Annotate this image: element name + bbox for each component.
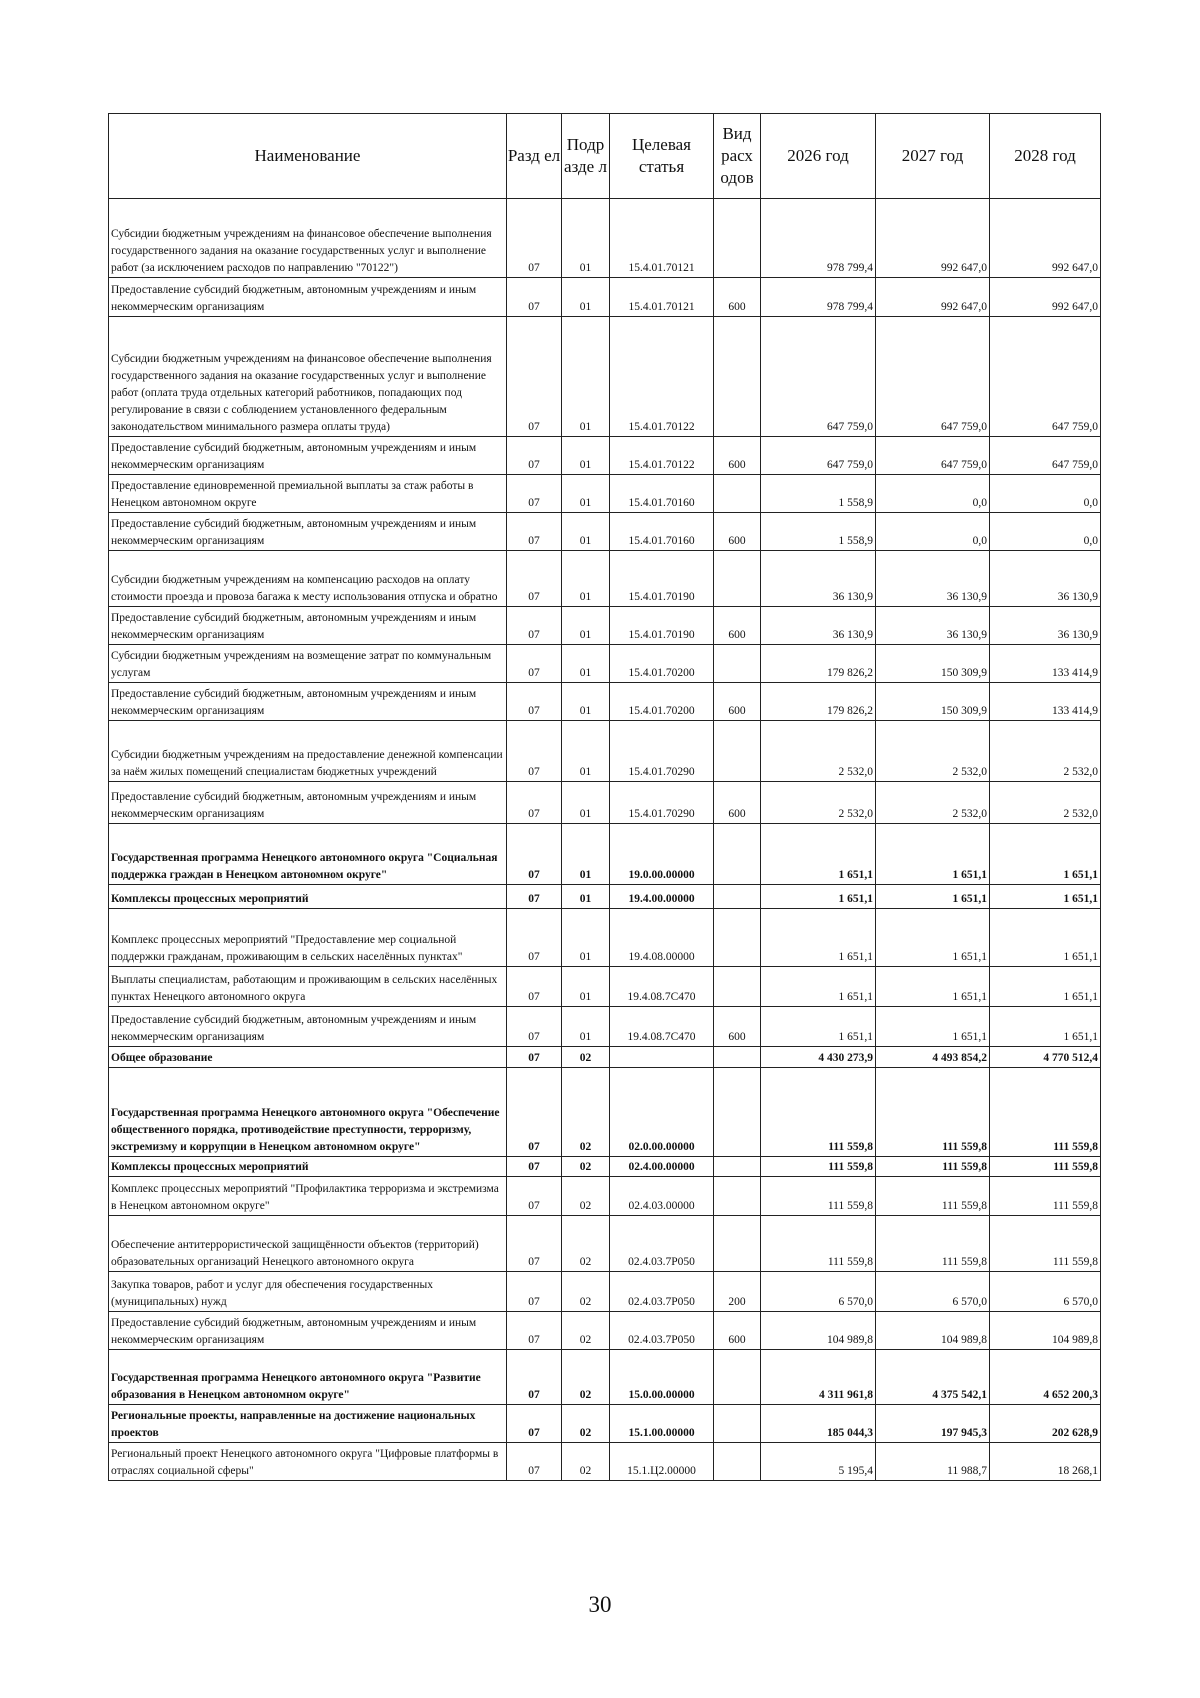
cell-2027: 4 375 542,1	[876, 1350, 990, 1405]
cell-2026: 4 430 273,9	[761, 1047, 876, 1068]
cell-2027: 647 759,0	[876, 437, 990, 475]
table-row	[109, 278, 1101, 317]
table-row	[109, 1443, 1101, 1481]
cell-subsection: 01	[562, 199, 610, 278]
cell-target: 15.4.01.70290	[610, 782, 714, 824]
cell-target: 19.4.08.7С470	[610, 1007, 714, 1047]
cell-subsection: 01	[562, 475, 610, 513]
cell-2027: 1 651,1	[876, 824, 990, 885]
cell-target: 15.4.01.70200	[610, 645, 714, 683]
cell-target: 15.4.01.70190	[610, 551, 714, 607]
cell-subsection: 02	[562, 1068, 610, 1157]
cell-2028: 4 652 200,3	[990, 1350, 1101, 1405]
cell-kind: 600	[714, 683, 761, 721]
cell-section: 07	[507, 1350, 562, 1405]
cell-section: 07	[507, 1443, 562, 1481]
cell-target: 02.4.03.00000	[610, 1177, 714, 1216]
cell-kind	[714, 475, 761, 513]
cell-2028: 36 130,9	[990, 607, 1101, 645]
cell-2027: 647 759,0	[876, 317, 990, 437]
table-body	[109, 199, 1101, 1481]
cell-2027: 11 988,7	[876, 1443, 990, 1481]
cell-target: 15.0.00.00000	[610, 1350, 714, 1405]
cell-target: 19.4.08.00000	[610, 909, 714, 967]
table-header-row	[109, 114, 1101, 199]
cell-kind: 600	[714, 1007, 761, 1047]
header-section: Разд ел	[507, 114, 562, 199]
table-row	[109, 607, 1101, 645]
table-row	[109, 551, 1101, 607]
cell-section: 07	[507, 1405, 562, 1443]
cell-2026: 111 559,8	[761, 1177, 876, 1216]
cell-kind: 600	[714, 513, 761, 551]
table-row	[109, 1350, 1101, 1405]
cell-2027: 1 651,1	[876, 1007, 990, 1047]
cell-2026: 1 651,1	[761, 1007, 876, 1047]
cell-2028: 0,0	[990, 475, 1101, 513]
table-row	[109, 721, 1101, 782]
table-row	[109, 437, 1101, 475]
cell-subsection: 02	[562, 1047, 610, 1068]
cell-name: Выплаты специалистам, работающим и проживающим в сельских населённых пунктах Ненецкого автономного округа	[109, 967, 507, 1007]
budget-table	[108, 113, 1101, 1481]
cell-kind	[714, 551, 761, 607]
cell-2028: 992 647,0	[990, 278, 1101, 317]
budget-sheet	[108, 113, 1100, 1481]
cell-section: 07	[507, 1216, 562, 1272]
cell-target: 15.4.01.70121	[610, 278, 714, 317]
cell-name: Комплекс процессных мероприятий "Предоставление мер социальной поддержки гражданам, проживающим в сельских населённых пунктах"	[109, 909, 507, 967]
cell-kind: 600	[714, 1312, 761, 1350]
cell-2026: 1 651,1	[761, 824, 876, 885]
cell-target: 15.4.01.70200	[610, 683, 714, 721]
cell-target: 15.4.01.70160	[610, 513, 714, 551]
cell-subsection: 01	[562, 513, 610, 551]
cell-2026: 1 558,9	[761, 475, 876, 513]
cell-2027: 197 945,3	[876, 1405, 990, 1443]
header-subsection: Подр азде л	[562, 114, 610, 199]
cell-2027: 36 130,9	[876, 551, 990, 607]
cell-subsection: 02	[562, 1177, 610, 1216]
cell-name: Предоставление субсидий бюджетным, автономным учреждениям и иным некоммерческим организациям	[109, 1007, 507, 1047]
cell-section: 07	[507, 317, 562, 437]
cell-target: 15.4.01.70160	[610, 475, 714, 513]
cell-name: Предоставление субсидий бюджетным, автономным учреждениям и иным некоммерческим организациям	[109, 437, 507, 475]
cell-2026: 6 570,0	[761, 1272, 876, 1312]
table-row	[109, 1272, 1101, 1312]
cell-2028: 1 651,1	[990, 824, 1101, 885]
table-row	[109, 317, 1101, 437]
cell-section: 07	[507, 551, 562, 607]
page-number: 30	[588, 1592, 612, 1617]
cell-target: 15.4.01.70290	[610, 721, 714, 782]
cell-subsection: 02	[562, 1350, 610, 1405]
cell-subsection: 01	[562, 824, 610, 885]
cell-2026: 2 532,0	[761, 721, 876, 782]
cell-section: 07	[507, 278, 562, 317]
cell-2027: 1 651,1	[876, 967, 990, 1007]
cell-2027: 2 532,0	[876, 782, 990, 824]
table-row	[109, 885, 1101, 909]
cell-2027: 104 989,8	[876, 1312, 990, 1350]
cell-section: 07	[507, 885, 562, 909]
cell-subsection: 02	[562, 1157, 610, 1177]
cell-target: 15.1.00.00000	[610, 1405, 714, 1443]
cell-section: 07	[507, 721, 562, 782]
cell-2026: 185 044,3	[761, 1405, 876, 1443]
table-row	[109, 1177, 1101, 1216]
cell-section: 07	[507, 824, 562, 885]
cell-kind	[714, 967, 761, 1007]
cell-name: Закупка товаров, работ и услуг для обеспечения государственных (муниципальных) нужд	[109, 1272, 507, 1312]
table-row	[109, 475, 1101, 513]
cell-target: 02.4.03.7Р050	[610, 1312, 714, 1350]
cell-kind	[714, 1177, 761, 1216]
table-row	[109, 782, 1101, 824]
cell-kind	[714, 645, 761, 683]
cell-name: Общее образование	[109, 1047, 507, 1068]
cell-subsection: 02	[562, 1405, 610, 1443]
cell-subsection: 01	[562, 317, 610, 437]
cell-2028: 0,0	[990, 513, 1101, 551]
table-row	[109, 645, 1101, 683]
cell-kind	[714, 1068, 761, 1157]
header-2026: 2026 год	[761, 114, 876, 199]
cell-name: Предоставление субсидий бюджетным, автономным учреждениям и иным некоммерческим организациям	[109, 607, 507, 645]
cell-2027: 150 309,9	[876, 645, 990, 683]
cell-target: 19.4.00.00000	[610, 885, 714, 909]
cell-2027: 111 559,8	[876, 1177, 990, 1216]
cell-section: 07	[507, 683, 562, 721]
cell-section: 07	[507, 782, 562, 824]
cell-subsection: 02	[562, 1443, 610, 1481]
cell-kind	[714, 1216, 761, 1272]
cell-section: 07	[507, 475, 562, 513]
cell-target	[610, 1047, 714, 1068]
cell-name: Комплексы процессных мероприятий	[109, 885, 507, 909]
cell-2028: 36 130,9	[990, 551, 1101, 607]
cell-2027: 1 651,1	[876, 909, 990, 967]
cell-kind: 600	[714, 607, 761, 645]
cell-section: 07	[507, 437, 562, 475]
cell-2028: 133 414,9	[990, 683, 1101, 721]
cell-2027: 0,0	[876, 475, 990, 513]
cell-subsection: 01	[562, 909, 610, 967]
cell-name: Субсидии бюджетным учреждениям на предоставление денежной компенсации за наём жилых помещений специалистам бюджетных учреждений	[109, 721, 507, 782]
cell-name: Субсидии бюджетным учреждениям на финансовое обеспечение выполнения государственного задания на оказание государственных услуг и выполнение работ (за исключением расходов по направлению "70122")	[109, 199, 507, 278]
cell-kind	[714, 317, 761, 437]
cell-kind	[714, 909, 761, 967]
cell-2027: 150 309,9	[876, 683, 990, 721]
cell-2026: 111 559,8	[761, 1068, 876, 1157]
cell-section: 07	[507, 199, 562, 278]
cell-2027: 992 647,0	[876, 278, 990, 317]
cell-section: 07	[507, 967, 562, 1007]
table-row	[109, 967, 1101, 1007]
cell-section: 07	[507, 1068, 562, 1157]
cell-target: 02.4.03.7Р050	[610, 1272, 714, 1312]
cell-2028: 1 651,1	[990, 1007, 1101, 1047]
cell-section: 07	[507, 607, 562, 645]
cell-kind	[714, 1047, 761, 1068]
cell-subsection: 01	[562, 782, 610, 824]
cell-name: Государственная программа Ненецкого автономного округа "Развитие образования в Ненецком автономном округе"	[109, 1350, 507, 1405]
cell-2027: 0,0	[876, 513, 990, 551]
cell-section: 07	[507, 909, 562, 967]
header-2027: 2027 год	[876, 114, 990, 199]
cell-kind	[714, 721, 761, 782]
cell-2027: 36 130,9	[876, 607, 990, 645]
cell-2027: 111 559,8	[876, 1216, 990, 1272]
cell-kind: 200	[714, 1272, 761, 1312]
cell-2026: 978 799,4	[761, 199, 876, 278]
cell-2028: 6 570,0	[990, 1272, 1101, 1312]
cell-subsection: 01	[562, 1007, 610, 1047]
cell-subsection: 01	[562, 683, 610, 721]
cell-name: Предоставление субсидий бюджетным, автономным учреждениям и иным некоммерческим организациям	[109, 513, 507, 551]
table-row	[109, 1216, 1101, 1272]
cell-name: Субсидии бюджетным учреждениям на компенсацию расходов на оплату стоимости проезда и провоза багажа к месту использования отпуска и обратно	[109, 551, 507, 607]
cell-subsection: 01	[562, 607, 610, 645]
cell-subsection: 02	[562, 1216, 610, 1272]
table-row	[109, 1157, 1101, 1177]
cell-2028: 111 559,8	[990, 1216, 1101, 1272]
cell-kind: 600	[714, 437, 761, 475]
cell-name: Обеспечение антитеррористической защищённости объектов (территорий) образовательных организаций Ненецкого автономного округа	[109, 1216, 507, 1272]
cell-2026: 5 195,4	[761, 1443, 876, 1481]
cell-section: 07	[507, 1177, 562, 1216]
cell-2028: 647 759,0	[990, 317, 1101, 437]
cell-kind	[714, 1350, 761, 1405]
cell-kind: 600	[714, 278, 761, 317]
cell-section: 07	[507, 513, 562, 551]
cell-2026: 2 532,0	[761, 782, 876, 824]
cell-subsection: 01	[562, 437, 610, 475]
cell-target: 02.4.03.7Р050	[610, 1216, 714, 1272]
cell-name: Комплексы процессных мероприятий	[109, 1157, 507, 1177]
cell-2026: 179 826,2	[761, 683, 876, 721]
cell-2026: 4 311 961,8	[761, 1350, 876, 1405]
cell-2027: 2 532,0	[876, 721, 990, 782]
cell-2027: 6 570,0	[876, 1272, 990, 1312]
cell-name: Комплекс процессных мероприятий "Профилактика терроризма и экстремизма в Ненецком автономном округе"	[109, 1177, 507, 1216]
cell-target: 15.4.01.70122	[610, 437, 714, 475]
cell-2027: 992 647,0	[876, 199, 990, 278]
cell-target: 15.4.01.70121	[610, 199, 714, 278]
cell-2026: 179 826,2	[761, 645, 876, 683]
cell-2026: 1 651,1	[761, 967, 876, 1007]
cell-2027: 1 651,1	[876, 885, 990, 909]
cell-name: Предоставление субсидий бюджетным, автономным учреждениям и иным некоммерческим организациям	[109, 782, 507, 824]
cell-subsection: 01	[562, 721, 610, 782]
table-row	[109, 1312, 1101, 1350]
table-row	[109, 1047, 1101, 1068]
cell-2026: 36 130,9	[761, 551, 876, 607]
header-target: Целевая статья	[610, 114, 714, 199]
cell-2027: 111 559,8	[876, 1068, 990, 1157]
cell-name: Государственная программа Ненецкого автономного округа "Социальная поддержка граждан в Ненецком автономном округе"	[109, 824, 507, 885]
cell-section: 07	[507, 1007, 562, 1047]
cell-section: 07	[507, 1157, 562, 1177]
cell-2026: 1 558,9	[761, 513, 876, 551]
cell-2028: 2 532,0	[990, 721, 1101, 782]
cell-name: Предоставление субсидий бюджетным, автономным учреждениям и иным некоммерческим организациям	[109, 278, 507, 317]
cell-2028: 1 651,1	[990, 885, 1101, 909]
table-row	[109, 1007, 1101, 1047]
cell-section: 07	[507, 1312, 562, 1350]
table-row	[109, 199, 1101, 278]
cell-2027: 111 559,8	[876, 1157, 990, 1177]
cell-name: Субсидии бюджетным учреждениям на финансовое обеспечение выполнения государственного задания на оказание государственных услуг и выполнение работ (оплата труда отдельных категорий работников, попадающих под регулирование в связи с соблюдением установленного федеральным законодательством минимального размера оплаты труда)	[109, 317, 507, 437]
cell-2026: 111 559,8	[761, 1157, 876, 1177]
cell-subsection: 02	[562, 1272, 610, 1312]
cell-2028: 4 770 512,4	[990, 1047, 1101, 1068]
cell-target: 15.4.01.70190	[610, 607, 714, 645]
cell-target: 15.4.01.70122	[610, 317, 714, 437]
table-row	[109, 824, 1101, 885]
cell-kind	[714, 824, 761, 885]
header-2028: 2028 год	[990, 114, 1101, 199]
table-row	[109, 1405, 1101, 1443]
cell-name: Региональный проект Ненецкого автономного округа "Цифровые платформы в отраслях социальной сферы"	[109, 1443, 507, 1481]
cell-kind	[714, 199, 761, 278]
cell-name: Региональные проекты, направленные на достижение национальных проектов	[109, 1405, 507, 1443]
cell-2026: 104 989,8	[761, 1312, 876, 1350]
cell-2027: 4 493 854,2	[876, 1047, 990, 1068]
cell-target: 19.0.00.00000	[610, 824, 714, 885]
cell-2028: 133 414,9	[990, 645, 1101, 683]
cell-target: 02.0.00.00000	[610, 1068, 714, 1157]
cell-subsection: 01	[562, 885, 610, 909]
cell-2028: 18 268,1	[990, 1443, 1101, 1481]
cell-target: 02.4.00.00000	[610, 1157, 714, 1177]
header-kind: Вид расх одов	[714, 114, 761, 199]
cell-name: Предоставление субсидий бюджетным, автономным учреждениям и иным некоммерческим организациям	[109, 683, 507, 721]
cell-name: Предоставление единовременной премиальной выплаты за стаж работы в Ненецком автономном округе	[109, 475, 507, 513]
cell-subsection: 01	[562, 551, 610, 607]
cell-section: 07	[507, 1272, 562, 1312]
table-row	[109, 1068, 1101, 1157]
cell-kind	[714, 1157, 761, 1177]
cell-2028: 111 559,8	[990, 1068, 1101, 1157]
cell-name: Государственная программа Ненецкого автономного округа "Обеспечение общественного порядка, противодействие преступности, терроризму, экстремизму и коррупции в Ненецком автономном округе"	[109, 1068, 507, 1157]
cell-name: Предоставление субсидий бюджетным, автономным учреждениям и иным некоммерческим организациям	[109, 1312, 507, 1350]
table-row	[109, 683, 1101, 721]
cell-2026: 111 559,8	[761, 1216, 876, 1272]
cell-subsection: 01	[562, 645, 610, 683]
cell-2026: 647 759,0	[761, 317, 876, 437]
cell-subsection: 02	[562, 1312, 610, 1350]
cell-2028: 1 651,1	[990, 967, 1101, 1007]
cell-2028: 647 759,0	[990, 437, 1101, 475]
cell-subsection: 01	[562, 278, 610, 317]
cell-2026: 1 651,1	[761, 885, 876, 909]
table-row	[109, 513, 1101, 551]
cell-target: 19.4.08.7С470	[610, 967, 714, 1007]
cell-2028: 992 647,0	[990, 199, 1101, 278]
cell-subsection: 01	[562, 967, 610, 1007]
cell-kind	[714, 885, 761, 909]
cell-kind	[714, 1443, 761, 1481]
cell-kind	[714, 1405, 761, 1443]
cell-2026: 36 130,9	[761, 607, 876, 645]
header-name: Наименование	[109, 114, 507, 199]
cell-target: 15.1.Ц2.00000	[610, 1443, 714, 1481]
cell-section: 07	[507, 1047, 562, 1068]
cell-2028: 111 559,8	[990, 1177, 1101, 1216]
cell-section: 07	[507, 645, 562, 683]
cell-2026: 978 799,4	[761, 278, 876, 317]
cell-2028: 202 628,9	[990, 1405, 1101, 1443]
cell-2026: 647 759,0	[761, 437, 876, 475]
cell-2026: 1 651,1	[761, 909, 876, 967]
cell-2028: 1 651,1	[990, 909, 1101, 967]
cell-kind: 600	[714, 782, 761, 824]
cell-2028: 111 559,8	[990, 1157, 1101, 1177]
cell-2028: 104 989,8	[990, 1312, 1101, 1350]
cell-name: Субсидии бюджетным учреждениям на возмещение затрат по коммунальным услугам	[109, 645, 507, 683]
table-row	[109, 909, 1101, 967]
cell-2028: 2 532,0	[990, 782, 1101, 824]
